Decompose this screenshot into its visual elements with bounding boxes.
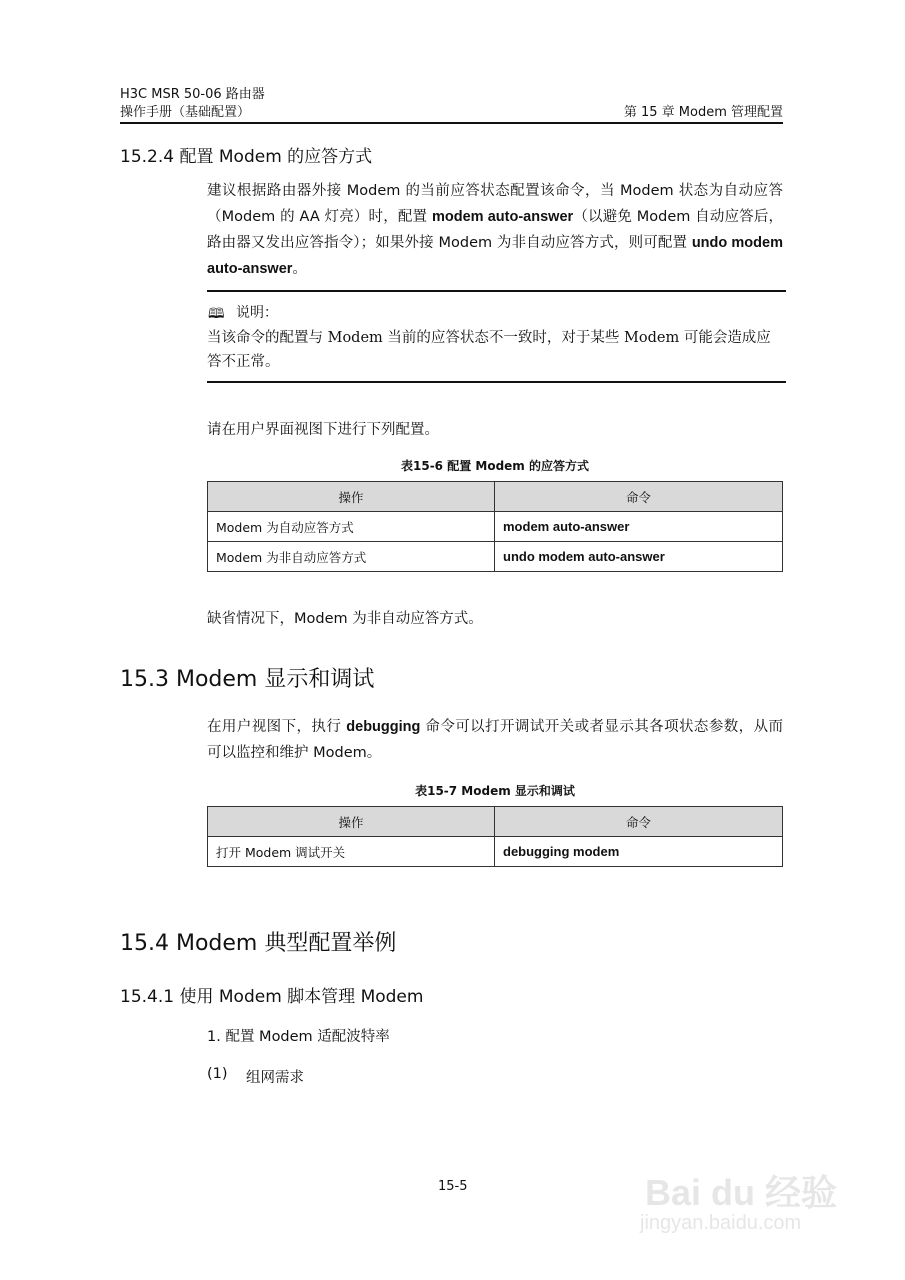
book-icon: 🕮 <box>208 306 225 322</box>
paragraph: 缺省情况下，Modem 为非自动应答方式。 <box>207 611 483 627</box>
table-caption: 表15-7 Modem 显示和调试 <box>415 784 575 798</box>
debug-table <box>207 806 783 867</box>
table-cell: Modem 为非自动应答方式 <box>208 542 495 572</box>
paragraph: 请在用户界面视图下进行下列配置。 <box>207 422 439 438</box>
watermark-url: jingyan.baidu.com <box>640 1212 802 1234</box>
note-label: 说明： <box>236 305 278 321</box>
list-item: 组网需求 <box>246 1070 304 1086</box>
table-caption: 表15-6 配置 Modem 的应答方式 <box>401 459 589 473</box>
note-top-rule <box>207 290 786 292</box>
header-rule <box>120 122 783 124</box>
header-chapter: 第 15 章 Modem 管理配置 <box>623 105 783 120</box>
section-heading-15-2-4: 15.2.4 配置 Modem 的应答方式 <box>120 147 373 167</box>
table-cell: debugging modem <box>495 837 783 867</box>
paragraph: 建议根据路由器外接 Modem 的当前应答状态配置该命令，当 Modem 状态为自动应答（Modem 的 AA 灯亮）时，配置 modem auto-answer（以避免 Modem 自动应答后，路由器又发出应答指令）；如果外接 Modem 为非自动应答方式，则可配置 undo modem auto-answer。 <box>207 183 784 277</box>
table-header: 操作 <box>208 807 495 837</box>
header-product: H3C MSR 50-06 路由器 <box>120 87 265 102</box>
note-text: 当该命令的配置与 Modem 当前的应答状态不一致时，对于某些 Modem 可能会造成应答不正常。 <box>207 330 771 370</box>
table-cell: 打开 Modem 调试开关 <box>208 837 495 867</box>
page-number: 15-5 <box>438 1179 468 1194</box>
paragraph: 在用户视图下，执行 debugging 命令可以打开调试开关或者显示其各项状态参数，从而可以监控和维护 Modem。 <box>207 719 783 761</box>
section-heading-15-4-1: 15.4.1 使用 Modem 脚本管理 Modem <box>120 987 424 1007</box>
header-manual: 操作手册（基础配置） <box>120 105 251 120</box>
table-header: 操作 <box>208 482 495 512</box>
table-cell: modem auto-answer <box>495 512 783 542</box>
table-row <box>208 837 783 867</box>
list-item: 1. 配置 Modem 适配波特率 <box>207 1029 390 1045</box>
table-cell: Modem 为自动应答方式 <box>208 512 495 542</box>
table-row <box>208 542 783 572</box>
table-header: 命令 <box>495 482 783 512</box>
list-item-number: (1) <box>207 1066 228 1082</box>
watermark-logo: Bai du 经验 <box>645 1172 838 1213</box>
answer-mode-table <box>207 481 783 572</box>
section-heading-15-4: 15.4 Modem 典型配置举例 <box>120 931 397 956</box>
table-cell: undo modem auto-answer <box>495 542 783 572</box>
section-heading-15-3: 15.3 Modem 显示和调试 <box>120 667 375 692</box>
table-row <box>208 512 783 542</box>
table-header: 命令 <box>495 807 783 837</box>
note-bottom-rule <box>207 381 786 383</box>
